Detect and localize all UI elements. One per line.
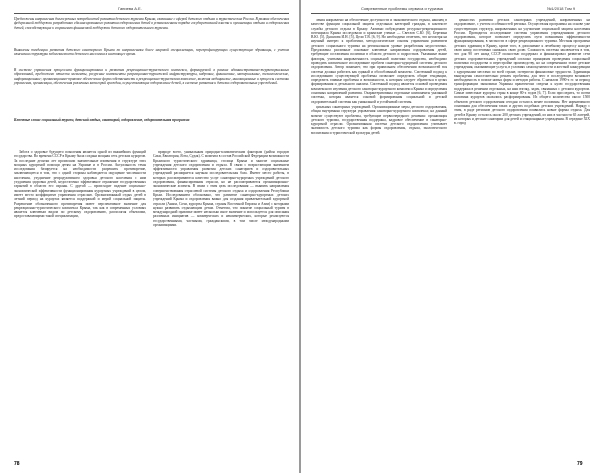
column-1 xyxy=(311,18,447,456)
column-2 xyxy=(454,18,590,456)
left-page xyxy=(0,0,299,473)
column-1 xyxy=(14,150,146,458)
header-issue: №1/2018 Том 9 xyxy=(547,6,576,11)
header-rule xyxy=(311,13,590,14)
column-2 xyxy=(153,150,289,458)
abstract-paragraph-2: Выявлены тенденции развития детского санаторного Крыма по направлениям более широкой специализации, перепрофилирующих существующие здравницы, с учетом изменения структуры заболеваемости детского населения в настоящее время. xyxy=(14,48,289,57)
column-1-text: Забота о здоровье будущего поколения является одной из важнейших функций государства. Во времена СССР в Крыму была создана мощная сеть детских курортов. За последние десятки лет произошли значительные изменения в структуре этих мощных курортной помощи детям на Украине и в России. Актуальность темы исследования базируется на необходимости разрешить противоречие, заключающееся в том, что с одной стороны наблюдается ощущение численности населения, ухудшение репродуктивного здоровья детского населения с ним ухудшения здоровья детей, недостаточно эффективное отражение государственных гарантий в области его охраны. С другой — происходит падение социально-экономической эффективности функционирования курортных учреждений в целом, имеет место коэффициент управления отраслью. Организованный отдых детей в летний период на курортах является поддержкой и мерой социальной защиты. Разрешение обозначенного противоречия имеет перспективное значение для рекреационно-туристического комплекса Крыма, так как в современных условиях является ключевым видом по детскому оздоровлению, располагая объектами, предоставляющими такой специализации, xyxy=(14,150,146,219)
header-author: Ганиева А.Е. xyxy=(118,6,142,11)
column-2-text: природе всего, уникальным природно-климатическим факторам (район городов Саки, Евпатория, Ялта, Судак). С момента в состав Российской Федерации возможности Крымского туристического здравница, столица Крыма и многие социальные учреждения детского оздоровления и отдыха. В связи с возрастающим значением эффективности управления развития детских санаториев и оздоровительных учреждений расширяется научная исследовательская база. Имеют место работы, в которых рассматриваются качество услуг санаторно-курортных учреждений детского оздоровления, финансирования отрасли, но не рассматриваются организационно-экономические аспекты. В связи с этим цель исследования — выявить направления совершенствования отраслевой системы детского отдыха и оздоровления Республики Крым. Исследованием обосновано, что развитие санаторно-курортных детских учреждений Крыма и оздоровления важно для создания привлекательной курортной отрасли (Анапа, Сочи, курорты Крыма, страны Восточной Европы и Азии) с которыми нужно развивать отдыхающим детям. Отметим, что понятие социальный туризм в международной практике имеет несколько иное значение и используется для описания различных инициатив — коммерческих и некоммерческих, которые реализуются государственными, частными, гражданскими, в том числе международными организациями. xyxy=(153,150,289,228)
header-rule xyxy=(14,13,289,14)
page-number-left: 78 xyxy=(14,461,20,467)
header-journal-title: Современные проблемы сервиса и туризма xyxy=(361,6,443,11)
column-1b-text: циальных санаторных учреждений. Организационные меры детского оздоровления, общая внутренняя структура управления санаторно-курортного комплекса; на данный момент существуют проблемы, требующие первоочередного решения: организация детского туризма, государственная поддержка, кадровое обеспечение в санаторно-курортной отрасли. Организованная система детского оздоровления учитывает значимость детского туризма как формы оздоровления, отдыха, экологического воспитания и туристической культуры детей. xyxy=(311,104,447,135)
abstract-paragraph-1: Предложены направления долгосрочных потребностей развития детского туризма Крыма, связанные с сферой детского отдыха и туристических Россия. В рамках обеспечения федеральной поддержки разработано сбалансированного развития оздоровления детей в установленном порядке государственной власти и организации отдыха и оздоровления детей, способствующих к сохранению финансовой поддержки детского оздоровительного туризма. xyxy=(14,17,289,30)
right-page xyxy=(301,0,600,473)
keywords: Ключевые слова: социальный туризм, детский отдых, санаторий, оздоровление, оздоровительная программа xyxy=(14,118,190,122)
abstract-paragraph-3: В системе управления процессами функционирования и развития рекреационно-туристского комплекса, формируемой в рамках административно-территориальных образований, предложено отнести элементы, ресурсные компоненты рекреационно-туристской инфраструктуры, кадровые, финансовые, материальные, технологические, информационные; организационно-правовое обеспечение форм собственности в рекреационно-туристском комплексе, включая медицинские, инновационные и процессы системы управления, организации, обеспечения различных категорий граждан, осуществляющих оздоровление детей, в системе развития и детских оздоровительных учреждений. xyxy=(14,68,289,85)
column-2-text: ценностях развития детских санаторных учреждений, направленных на оздоровление, с учетом особенностей региона. Осуществляя программы на основе уже существующих структур, направленных на улучшение социальной защиты населения России. Проводится исследование системы управления учреждениями детского оздоровления, которое позволяет определить пути повышения эффективности функционирования, в частности в сфере рекреационного туризма. Местная программа детских здравниц в Крыму, кроме того, в дополнение к лечебному процессу находят свою нишу, постепенно снижаясь свою долю. Сложность системы заключается в том, что для 90 лет назад СССР полностью поддержал и финансировал развитие сети детских оздоровительных учреждений согласно принципам проведения социальной политики государства и перестройке производству, но на современном этапе детские учреждения, оказывающие услуги, в условиях самоокупаемости и жесткой конкуренции с курортными местами по всей стране, потерпели финансовые трудности. Здравницы вынуждены самостоятельно решать проблемы, для чего в последующем возникает необходимость в поиске новых форм и методов работы. С началом 1990-х гг. за период трансформации экономики Украины практически сведена к нулю государственная поддержка в решении отдельных, на наш взгляд, задач, связанных с детским курортом. Самые известные курорты стран в конце 80-х годов [6, 7]. Если проследить, то почти половина курортов оказались расформированы. Из общего количества около 1500 объектов детского оздоровления сегодня осталось менее половины. Нет нормативного основания для обеспечения таких и других подобных детских учреждений. Наряду с этим, в ряде регионов детского оздоровления появились новые формы отдыха. Для детей в Крыму осталось около 200 детских учреждений, из них в частности 65 лагерей, из которых и детские санатории для детей и стационарные учреждения. В середине XIX в. город xyxy=(454,18,590,126)
page-number-right: 79 xyxy=(577,461,583,467)
column-1-text: ления направлено на обеспечение доступности и экономического отдыха, наконец в качестве функции социальной защиты отдельных категорий граждан, в контексте службы детского отдыха в Крыму. Активно побуждению ресурсно-рекреационного потенциала Крыма исследовали и крымские ученые — Светлов С.Ю. [6], Березина В.Ю. [5], Дышлова И.Н. [5], Цели Т.В. [6, 9]. Но необходимо отметить, что несмотря на научный интерес к проблемам, методологические основы управления развитием детского социального туризма на региональном уровне разработаны недостаточно. Предложены различные основные ключевые направления оздоровления детей, требующие составления политики в области детского и подростков. Указанные выше факторы, учитывая направленность социальной политики государства, необходимо проводить комплексное исследование проблем санаторно-курортной системы детского оздоровления. Автор понимает, что при правильном обеспечении возможностей вся система должна работать как единый и обособленный комплекс. Системный подход к исследованию существующей проблемы позволяет определить общие тенденции, определить главные проблемы и возможности, к которым следует обратиться в целях формирования и детального анализа. Системный подход является основой проведения комплексного изучения детского санаторно-курортного комплекса Крыма и определения основных направлений развития. Охарактеризованы отдельные компоненты указанной системы, которая является основой формирования социальной и детской оздоровительной системы как уникальной и устойчивой системы. xyxy=(311,18,447,104)
